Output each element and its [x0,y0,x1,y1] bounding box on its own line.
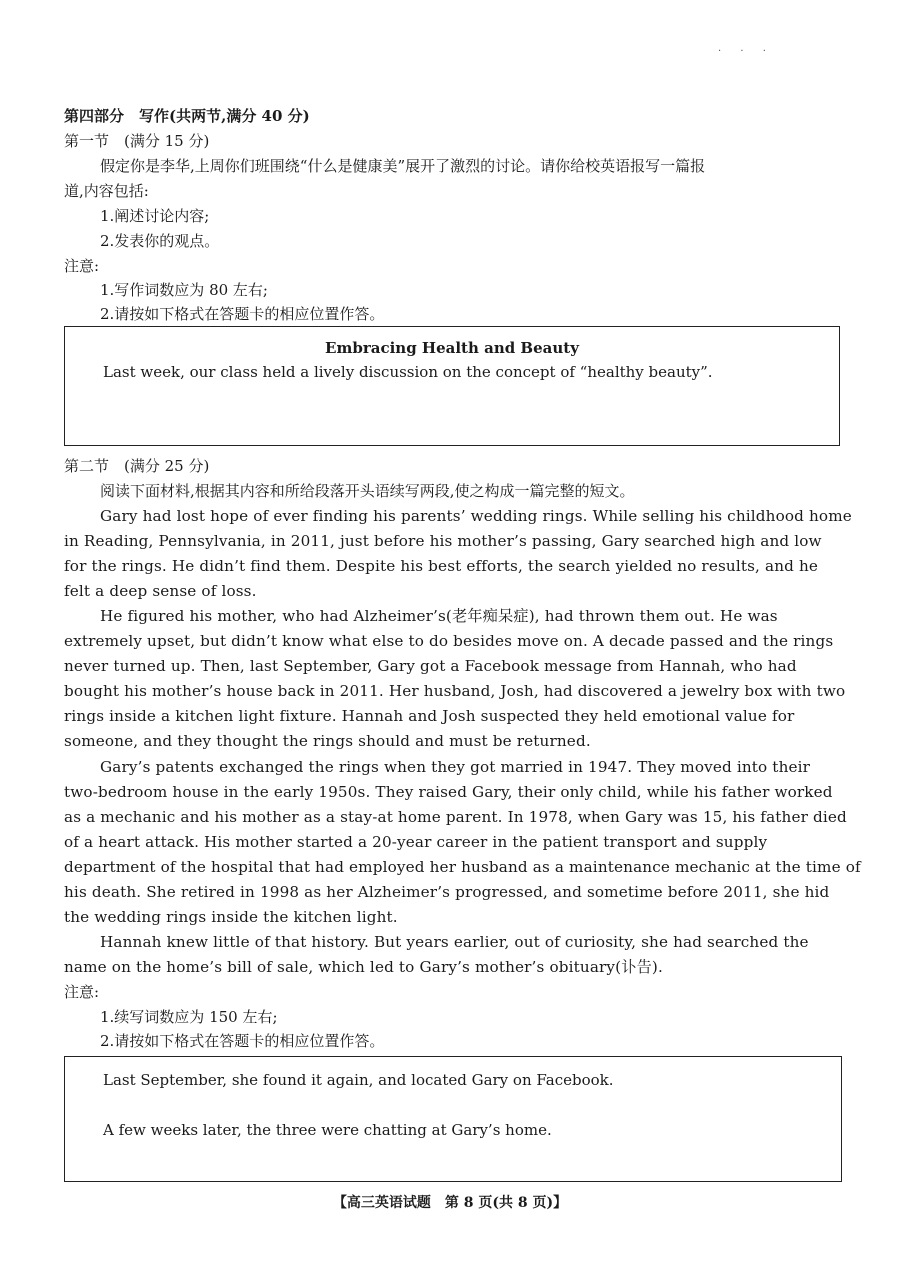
passage-p3-line5: department of the hospital that had employed her husband as a maintenance mechanic at the time of [64,858,861,876]
part1-item2: 2.发表你的观点。 [100,232,220,250]
passage-p4-line1: Hannah knew little of that history. But years earlier, out of curiosity, she had searched the [100,933,809,951]
passage-p3-line2: two-bedroom house in the early 1950s. They raised Gary, their only child, while his father worked [64,783,833,801]
part1-item1: 1.阐述讨论内容; [100,207,210,225]
passage-p3-line1: Gary’s patents exchanged the rings when they got married in 1947. They moved into their [100,758,811,776]
part2-answer-box [64,1056,842,1182]
passage-p3-line6: his death. She retired in 1998 as her Alzheimer’s progressed, and sometime before 2011, she hid [64,883,830,901]
page-footer: 【高三英语试题 第 8 页(共 8 页)】 [332,1195,568,1211]
passage-p3-line7: the wedding rings inside the kitchen light. [64,908,398,926]
passage-p2-line5: rings inside a kitchen light fixture. Hannah and Josh suspected they held emotional value for [64,707,795,725]
part1-prompt-line1: 假定你是李华,上周你们班围绕“什么是健康美”展开了激烈的讨论。请你给校英语报写一篇报 [100,157,706,175]
section-heading: 第四部分 写作(共两节,满分 40 分) [64,107,310,125]
part2-instruction: 阅读下面材料,根据其内容和所给段落开头语续写两段,使之构成一篇完整的短文。 [100,482,635,500]
passage-p4-line2: name on the home’s bill of sale, which led to Gary’s mother’s obituary(讣告). [64,958,663,976]
passage-p1-line3: for the rings. He didn’t find them. Despite his best efforts, the search yielded no results, and he [64,557,819,575]
part1-prompt-line2: 道,内容包括: [64,182,149,200]
passage-p1-line1: Gary had lost hope of ever finding his parents’ wedding rings. While selling his childhood home [100,507,852,525]
part1-box-opening: Last week, our class held a lively discussion on the concept of “healthy beauty”. [103,363,713,381]
scan-specks: · · · [718,46,774,57]
passage-p2-line1: He figured his mother, who had Alzheimer’s(老年痴呆症), had thrown them out. He was [100,607,778,625]
part1-heading: 第一节 (满分 15 分) [64,132,210,150]
part1-note2: 2.请按如下格式在答题卡的相应位置作答。 [100,305,385,323]
part2-note1: 1.续写词数应为 150 左右; [100,1008,278,1026]
passage-p3-line4: of a heart attack. His mother started a 20-year career in the patient transport and supply [64,833,768,851]
part1-box-title: Embracing Health and Beauty [325,339,579,357]
passage-p2-line4: bought his mother’s house back in 2011. Her husband, Josh, had discovered a jewelry box with two [64,682,846,700]
passage-p2-line2: extremely upset, but didn’t know what else to do besides move on. A decade passed and the rings [64,632,834,650]
passage-p2-line6: someone, and they thought the rings should and must be returned. [64,732,591,750]
part2-note-label: 注意: [64,983,100,1001]
passage-p1-line2: in Reading, Pennsylvania, in 2011, just before his mother’s passing, Gary searched high and low [64,532,822,550]
part2-heading: 第二节 (满分 25 分) [64,457,210,475]
part1-answer-box [64,326,840,446]
passage-p2-line3: never turned up. Then, last September, Gary got a Facebook message from Hannah, who had [64,657,797,675]
part1-note1: 1.写作词数应为 80 左右; [100,281,268,299]
passage-p3-line3: as a mechanic and his mother as a stay-at home parent. In 1978, when Gary was 15, his father died [64,808,847,826]
part2-paragraph-start2: A few weeks later, the three were chatting at Gary’s home. [103,1121,552,1139]
passage-p1-line4: felt a deep sense of loss. [64,582,257,600]
part2-note2: 2.请按如下格式在答题卡的相应位置作答。 [100,1032,385,1050]
part1-note-label: 注意: [64,257,100,275]
part2-paragraph-start1: Last September, she found it again, and located Gary on Facebook. [103,1071,614,1089]
